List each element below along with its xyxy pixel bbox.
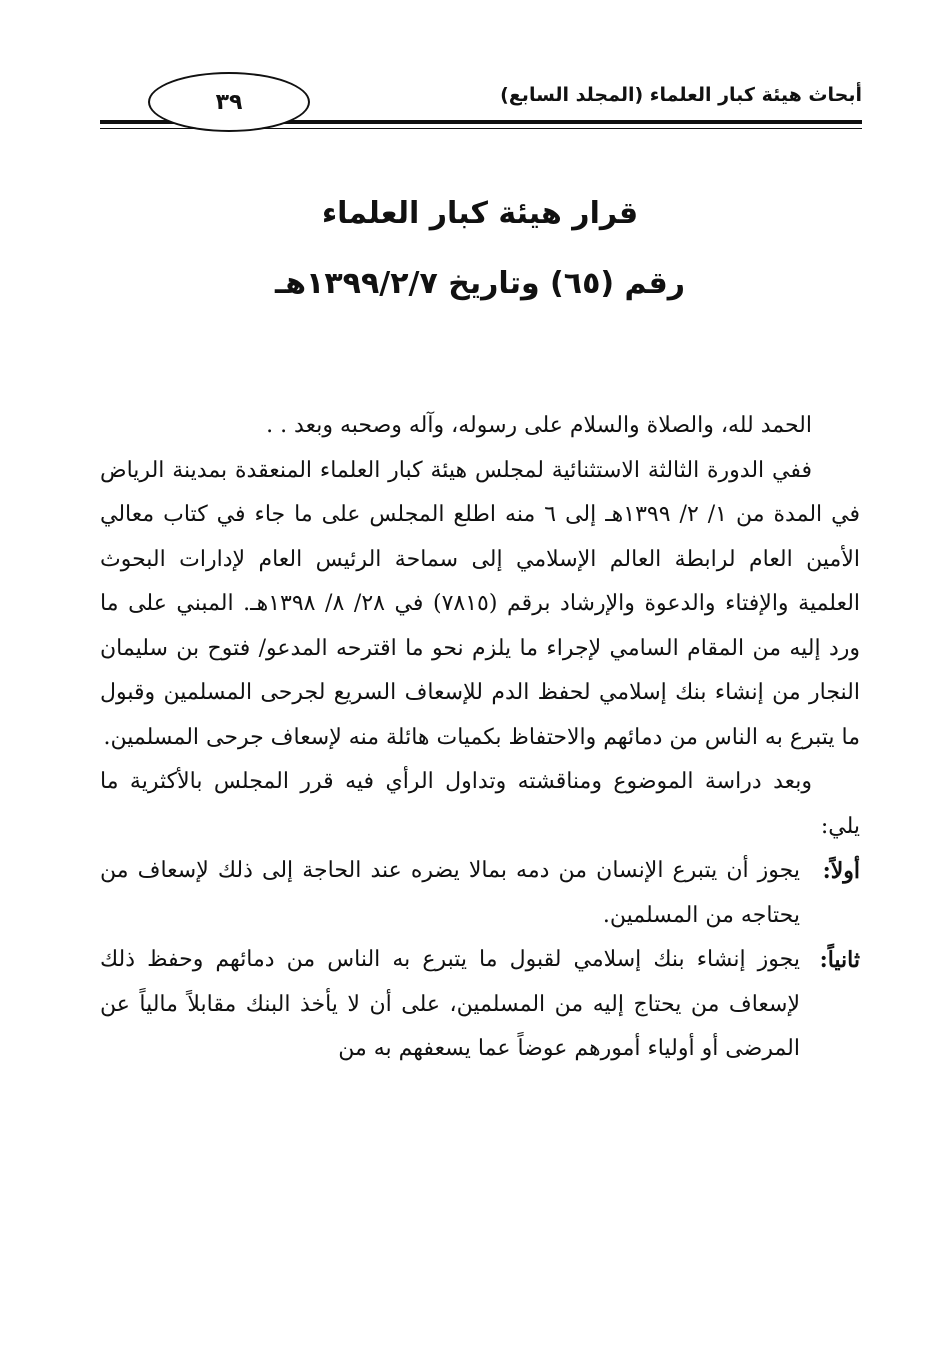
decision-number-date: رقم (٦٥) وتاريخ ١٣٩٩/٢/٧هـ bbox=[274, 266, 685, 301]
paragraph-2: وبعد دراسة الموضوع ومناقشته وتداول الرأي فيه قرر المجلس بالأكثرية ما يلي: bbox=[100, 769, 860, 839]
item-text: يجوز إنشاء بنك إسلامي لقبول ما يتبرع به الناس من دمائهم وحفظ ذلك لإسعاف من يحتاج إليه من المسلمين، على أن لا يأخذ البنك مقابلاً مالياً عن المرضى أو أولياء أمورهم عوضاً عما يسعفهم به من bbox=[100, 947, 800, 1061]
item-label: أولاً: bbox=[822, 858, 860, 884]
running-head: أبحاث هيئة كبار العلماء (المجلد السابع) bbox=[500, 84, 862, 106]
decision-title: قرار هيئة كبار العلماء bbox=[321, 196, 639, 231]
document-body bbox=[100, 404, 860, 1072]
decision-item-2 bbox=[100, 938, 860, 1072]
paragraph-1: ففي الدورة الثالثة الاستثنائية لمجلس هيئة كبار العلماء المنعقدة بمدينة الرياض في المدة من ١/ ٢/ ١٣٩٩هـ إلى ٦ منه اطلع المجلس على ما جاء في كتاب معالي الأمين العام لرابطة العالم الإسلامي إلى سماحة الرئيس العام لإدارات البحوث العلمية والإفتاء والدعوة والإرشاد برقم (٧٨١٥) في ٢٨/ ٨/ ١٣٩٨هـ. المبني على ما ورد إليه من المقام السامي لإجراء ما يلزم نحو ما اقترحه المدعو/ فتوح بن سليمان النجار من إنشاء بنك إسلامي لحفظ الدم للإسعاف السريع لجرحى المسلمين وقبول ما يتبرع به الناس من دمائهم والاحتفاظ بكميات هائلة منه لإسعاف جرحى المسلمين. bbox=[100, 457, 861, 750]
item-label: ثانياً: bbox=[819, 947, 860, 973]
page-header bbox=[100, 72, 862, 134]
page-number: ٣٩ bbox=[148, 72, 310, 132]
opening-line: الحمد لله، والصلاة والسلام على رسوله، وآله وصحبه وبعد . . bbox=[266, 413, 812, 438]
decision-item-1 bbox=[100, 849, 860, 938]
item-text: يجوز أن يتبرع الإنسان من دمه بمالا يضره عند الحاجة إلى ذلك لإسعاف من يحتاجه من المسلمين. bbox=[100, 858, 800, 928]
